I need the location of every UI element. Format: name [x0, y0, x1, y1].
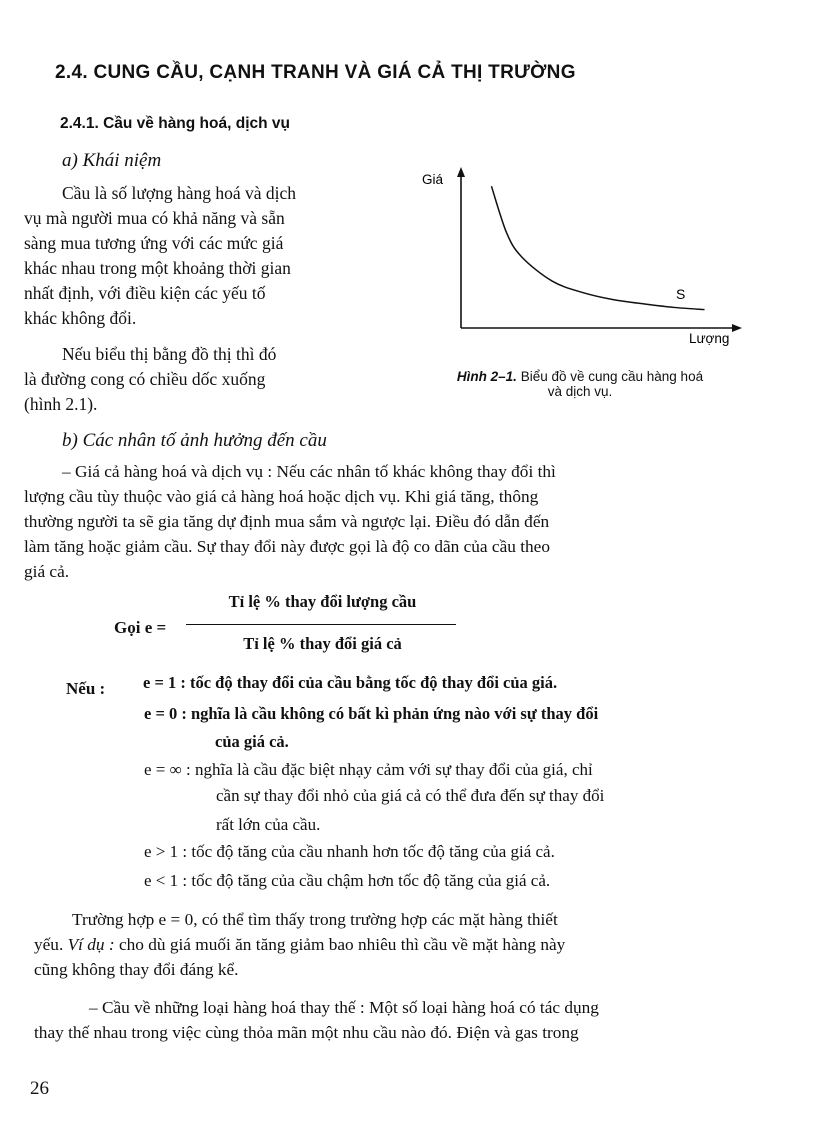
caption-text: Biểu đồ về cung cầu hàng hoá: [520, 369, 704, 384]
caption-line-2: và dịch vụ.: [547, 384, 613, 399]
text-line: (hình 2.1).: [24, 394, 98, 414]
text-line: lượng cầu tùy thuộc vào giá cả hàng hoá hoặc dịch vụ. Khi giá tăng, thông: [24, 487, 539, 506]
formula-numerator: Tỉ lệ % thay đổi lượng cầu: [228, 592, 417, 611]
condition-e-infinity-cont: cần sự thay đổi nhỏ của giá cả có thể đưa đến sự thay đổi: [216, 786, 605, 805]
part-a-heading: a) Khái niệm: [62, 150, 162, 171]
text-span: cho dù giá muối ăn tăng giảm bao nhiêu thì cầu về mặt hàng này: [118, 935, 566, 954]
demand-curve-chart: [400, 160, 760, 360]
condition-e-infinity: e = ∞ : nghĩa là cầu đặc biệt nhạy cảm với sự thay đổi của giá, chỉ: [144, 760, 593, 779]
section-title: 2.4. CUNG CẦU, CẠNH TRANH VÀ GIÁ CẢ THỊ TRƯỜNG: [55, 62, 576, 83]
zero-elasticity-paragraph: [34, 907, 772, 982]
caption-figure-number: Hình 2–1.: [456, 369, 517, 384]
condition-e-less-1: e < 1 : tốc độ tăng của cầu chậm hơn tốc độ tăng của giá cả.: [144, 871, 551, 890]
figure-caption: [400, 369, 760, 399]
y-axis-arrow: [457, 167, 465, 177]
formula-denominator: Tỉ lệ % thay đổi giá cả: [243, 634, 402, 653]
subsection-title: 2.4.1. Cầu về hàng hoá, dịch vụ: [60, 115, 290, 132]
y-axis-label: Giá: [422, 172, 444, 187]
text-line: khác nhau trong một khoảng thời gian: [24, 258, 291, 278]
curve-label: S: [676, 286, 686, 302]
text-line: – Giá cả hàng hoá và dịch vụ : Nếu các nhân tố khác không thay đổi thì: [62, 462, 556, 481]
text-line: vụ mà người mua có khả năng và sẵn: [24, 208, 285, 228]
condition-e-equals-0: e = 0 : nghĩa là cầu không có bất kì phản ứng nào với sự thay đổi: [144, 704, 599, 723]
text-line: làm tăng hoặc giảm cầu. Sự thay đổi này được gọi là độ co dãn của cầu theo: [24, 537, 550, 556]
condition-e-infinity-cont-2: rất lớn của cầu.: [216, 815, 321, 834]
fraction-bar: [186, 624, 456, 625]
text-line: Cầu là số lượng hàng hoá và dịch: [62, 183, 297, 203]
example-label: Ví dụ :: [67, 935, 115, 954]
text-line: – Cầu về những loại hàng hoá thay thế : Một số loại hàng hoá có tác dụng: [89, 998, 599, 1017]
text-span: yếu.: [34, 935, 64, 954]
text-line: Trường hợp e = 0, có thể tìm thấy trong trường hợp các mặt hàng thiết: [72, 910, 558, 929]
part-b-paragraph: [24, 459, 762, 584]
part-b-heading: b) Các nhân tố ảnh hưởng đến cầu: [62, 430, 327, 451]
demand-figure: [400, 160, 760, 410]
text-line: cũng không thay đổi đáng kể.: [34, 960, 239, 979]
text-line: [34, 932, 772, 957]
part-a-definition: [24, 181, 392, 331]
text-line: giá cả.: [24, 562, 70, 581]
text-line: nhất định, với điều kiện các yếu tố: [24, 283, 266, 303]
text-line: thường người ta sẽ gia tăng dự định mua sắm và ngược lại. Điều đó dẫn đến: [24, 512, 550, 531]
text-line: thay thế nhau trong việc cùng thỏa mãn một nhu cầu nào đó. Điện và gas trong: [34, 1023, 579, 1042]
condition-e-equals-0-cont: của giá cả.: [215, 732, 289, 751]
text-line: khác không đổi.: [24, 308, 137, 328]
condition-e-greater-1: e > 1 : tốc độ tăng của cầu nhanh hơn tốc độ tăng của giá cả.: [144, 842, 555, 861]
conditions-prefix: Nếu :: [66, 679, 106, 698]
caption-line-1: [400, 369, 760, 384]
x-axis-arrow: [732, 324, 742, 332]
series-line-s: [491, 186, 704, 309]
page-number: 26: [30, 1078, 49, 1099]
text-line: là đường cong có chiều dốc xuống: [24, 369, 266, 389]
text-line: Nếu biểu thị bằng đồ thị thì đó: [62, 344, 277, 364]
formula-prefix: Gọi e =: [114, 618, 167, 637]
part-a-graph-note: [24, 342, 392, 417]
x-axis-label: Lượng: [689, 331, 730, 346]
substitute-goods-paragraph: [34, 995, 772, 1045]
text-line: sàng mua tương ứng với các mức giá: [24, 233, 284, 253]
condition-e-equals-1: e = 1 : tốc độ thay đổi của cầu bằng tốc độ thay đổi của giá.: [143, 673, 558, 692]
